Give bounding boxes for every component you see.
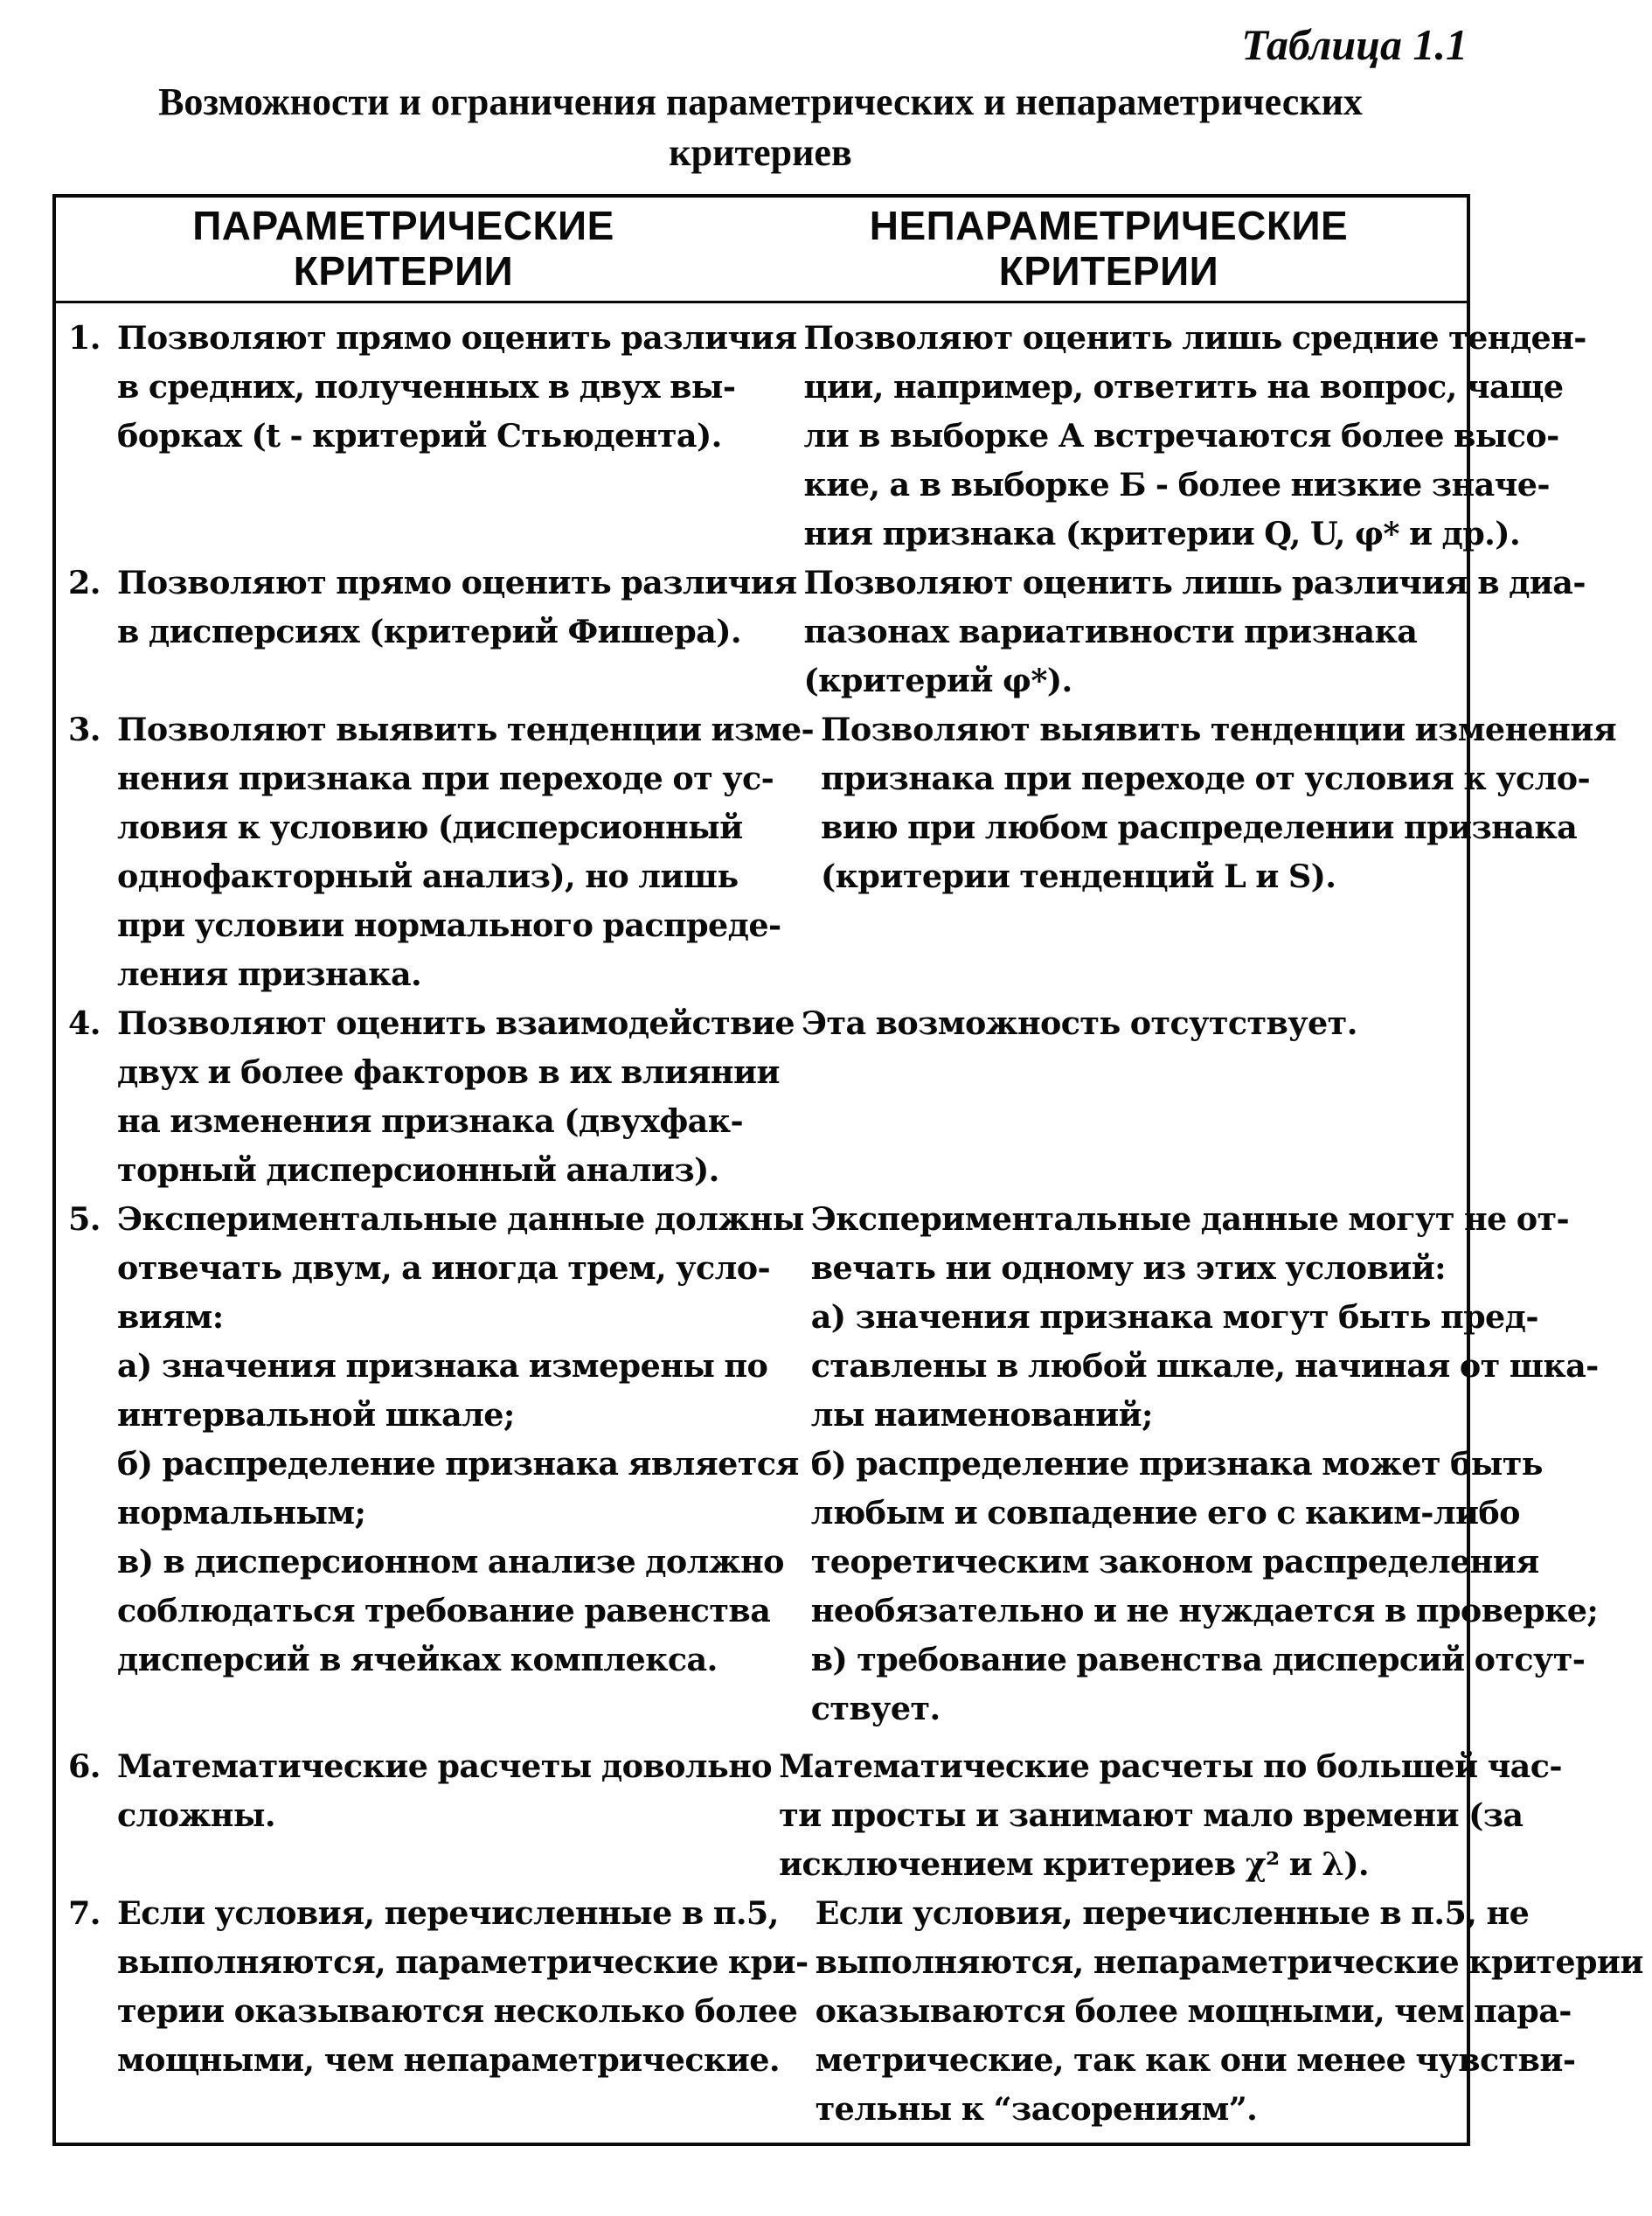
table-row — [56, 1889, 1643, 2134]
parametric-text — [117, 1195, 811, 1733]
text-line: ции, например, ответить на вопрос, чаще — [803, 368, 1564, 406]
table-row — [56, 705, 1617, 999]
text-line: при условии нормального распреде- — [117, 907, 781, 944]
text-line: ствует. — [810, 1690, 941, 1727]
header-parametric — [56, 198, 751, 301]
table-row — [56, 559, 1586, 705]
parametric-cell — [56, 705, 821, 999]
text-line: Позволяют выявить тенденции изменения — [821, 711, 1617, 748]
text-line: ставлены в любой шкале, начиная от шка- — [810, 1347, 1599, 1385]
text-line: а) значения признака могут быть пред- — [810, 1298, 1538, 1336]
text-line: сложны. — [117, 1796, 275, 1834]
text-line: в) в дисперсионном анализе должно — [117, 1543, 784, 1580]
nonparametric-cell — [803, 314, 1594, 559]
parametric-cell — [56, 559, 803, 705]
parametric-text — [117, 1742, 779, 1889]
text-line: борках (t - критерий Стьюдента). — [117, 417, 722, 455]
header-nonparametric — [751, 198, 1467, 301]
text-line: Математические расчеты довольно — [117, 1747, 773, 1785]
table-header — [56, 198, 1467, 303]
text-line: Если условия, перечисленные в п.5, не — [815, 1894, 1530, 1932]
text-line: торный дисперсионный анализ). — [117, 1151, 719, 1189]
text-line: признака при переходе от условия к усло- — [821, 760, 1591, 797]
text-line: нормальным; — [117, 1494, 366, 1532]
text-line: Позволяют оценить взаимодействие — [117, 1004, 795, 1042]
text-line: выполняются, параметрические кри- — [117, 1943, 809, 1981]
parametric-cell — [56, 1889, 816, 2134]
text-line: тельны к “засорениям”. — [815, 2090, 1258, 2128]
table-row — [56, 1195, 1599, 1733]
parametric-cell — [56, 1195, 811, 1733]
text-line: (критерий φ*). — [803, 662, 1072, 699]
comparison-table — [52, 194, 1643, 2146]
text-line: Экспериментальные данные могут не от- — [810, 1200, 1570, 1238]
text-line: ления признака. — [117, 955, 422, 993]
nonparametric-cell — [779, 1742, 1571, 1889]
text-line: виям: — [117, 1298, 224, 1336]
text-line: Экспериментальные данные должны — [117, 1200, 804, 1238]
row-number: 2. — [68, 564, 101, 601]
text-line: ловия к условию (дисперсионный — [117, 809, 743, 846]
nonparametric-cell — [802, 999, 1467, 1195]
parametric-cell — [56, 314, 803, 559]
text-line: исключением критериев χ² и λ). — [779, 1845, 1369, 1883]
table-row — [56, 1742, 1562, 1889]
text-line: оказываются более мощными, чем пара- — [815, 1992, 1572, 2030]
text-line: необязательно и не нуждается в проверке; — [810, 1592, 1599, 1629]
row-number: 6. — [68, 1747, 101, 1785]
nonparametric-cell — [803, 559, 1593, 705]
text-line: однофакторный анализ), но лишь — [117, 858, 739, 895]
text-line: ти просты и занимают мало времени (за — [779, 1796, 1524, 1834]
text-line: Эта возможность отсутствует. — [802, 1004, 1357, 1042]
text-line: выполняются, непараметрические критерии — [815, 1943, 1643, 1981]
nonparametric-cell — [811, 1195, 1607, 1733]
text-line: б) распределение признака является — [117, 1445, 799, 1483]
text-line: дисперсий в ячейках комплекса. — [117, 1641, 718, 1678]
table-title-line: Возможности и ограничения параметрических и непараметрических — [158, 80, 1363, 123]
table-number: Таблица 1.1 — [1241, 20, 1468, 69]
parametric-text — [117, 559, 803, 705]
text-line: соблюдаться требование равенства — [117, 1592, 771, 1629]
text-line: пазонах вариативности признака — [803, 613, 1418, 650]
row-number: 3. — [68, 711, 101, 748]
text-line: Позволяют выявить тенденции изме- — [117, 711, 814, 748]
header-line: КРИТЕРИИ — [998, 248, 1219, 294]
text-line: отвечать двум, а иногда трем, усло- — [117, 1249, 771, 1287]
text-line: метрические, так как они менее чувстви- — [815, 2041, 1576, 2079]
text-line: интервальной шкале; — [117, 1396, 515, 1434]
parametric-cell — [56, 999, 802, 1195]
text-line: лы наименований; — [810, 1396, 1153, 1434]
row-number: 4. — [68, 1004, 101, 1042]
nonparametric-cell — [816, 1889, 1652, 2134]
nonparametric-cell — [821, 705, 1625, 999]
row-number: 7. — [68, 1894, 101, 1932]
text-line: двух и более факторов в их влиянии — [117, 1053, 780, 1091]
table-title-line: критериев — [669, 131, 852, 174]
parametric-text — [117, 999, 802, 1195]
text-line: вечать ни одному из этих условий: — [810, 1249, 1447, 1287]
row-number: 1. — [68, 319, 101, 357]
text-line: нения признака при переходе от ус- — [117, 760, 774, 797]
parametric-text — [117, 1889, 816, 2134]
text-line: теоретическим законом распределения — [810, 1543, 1539, 1580]
text-line: б) распределение признака может быть — [810, 1445, 1543, 1483]
text-line: Позволяют прямо оценить различия — [117, 319, 797, 357]
text-line: в средних, полученных в двух вы- — [117, 368, 736, 406]
table-row — [56, 314, 1586, 559]
table-body — [56, 303, 1643, 2143]
text-line: (критерии тенденций L и S). — [821, 858, 1336, 895]
table-title — [52, 77, 1468, 178]
text-line: кие, а в выборке Б - более низкие значе- — [803, 466, 1550, 504]
header-line: НЕПАРАМЕТРИЧЕСКИЕ — [869, 203, 1349, 248]
header-line: КРИТЕРИИ — [293, 248, 514, 294]
text-line: в) требование равенства дисперсий отсут- — [810, 1641, 1586, 1678]
text-line: вию при любом распределении признака — [821, 809, 1578, 846]
text-line: на изменения признака (двухфак- — [117, 1102, 744, 1140]
text-line: а) значения признака измерены по — [117, 1347, 768, 1385]
parametric-text — [117, 705, 821, 999]
text-line: Если условия, перечисленные в п.5, — [117, 1894, 779, 1932]
text-line: мощными, чем непараметрические. — [117, 2041, 780, 2079]
text-line: терии оказываются несколько более — [117, 1992, 798, 2030]
parametric-text — [117, 314, 803, 559]
text-line: Позволяют оценить лишь различия в диа- — [803, 564, 1586, 601]
header-line: ПАРАМЕТРИЧЕСКИЕ — [192, 203, 614, 248]
text-line: Позволяют оценить лишь средние тенден- — [803, 319, 1586, 357]
text-line: ния признака (критерии Q, U, φ* и др.). — [803, 515, 1521, 552]
text-line: любым и совпадение его с каким-либо — [810, 1494, 1520, 1532]
text-line: Математические расчеты по большей час- — [779, 1747, 1562, 1785]
text-line: Позволяют прямо оценить различия — [117, 564, 797, 601]
row-number: 5. — [68, 1200, 101, 1238]
parametric-cell — [56, 1742, 779, 1889]
text-line: в дисперсиях (критерий Фишера). — [117, 613, 742, 650]
text-line: ли в выборке А встречаются более высо- — [803, 417, 1559, 455]
table-row — [56, 999, 1467, 1195]
